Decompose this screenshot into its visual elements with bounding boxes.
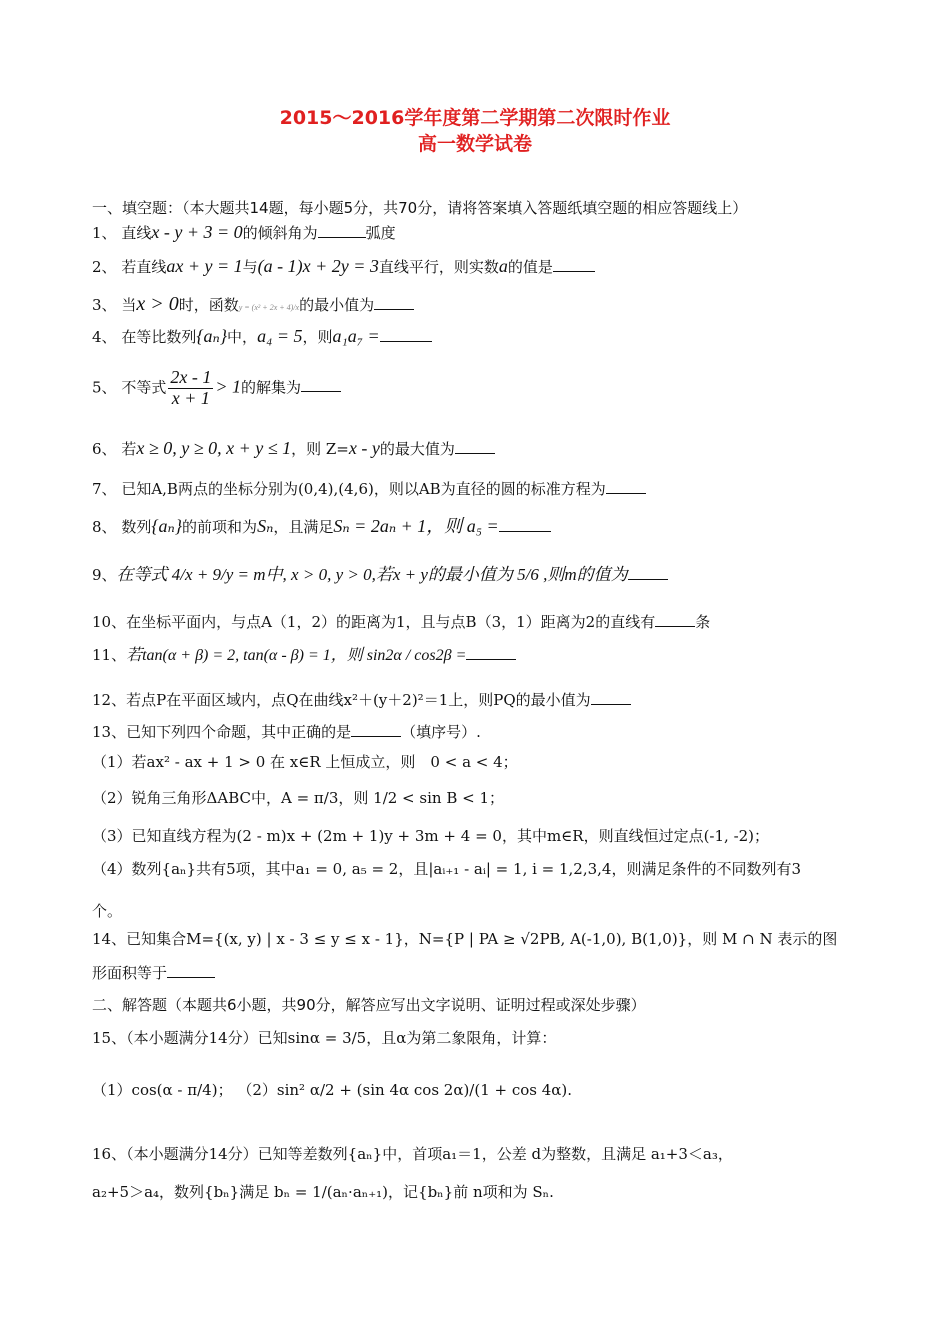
q13-item-2: （2）锐角三角形ΔABC中，A = π/3，则 1/2 < sin B < 1； xyxy=(92,789,504,807)
answer-blank xyxy=(606,493,646,494)
q9-text: 在等式 4/x + 9/y = m中, x > 0, y > 0,若x + y的最小值为 5/6 ,则m的值为 xyxy=(116,565,628,584)
q6-pre: 若 xyxy=(121,440,137,458)
q6-number: 6、 xyxy=(92,440,117,458)
answer-blank xyxy=(351,736,401,737)
question-16 xyxy=(92,1143,733,1164)
q6-tail: 的最大值为 xyxy=(379,440,455,458)
q3-mid: 时，函数 xyxy=(178,296,239,314)
q4-mid: 中， xyxy=(227,328,258,346)
q15-number: 15、 xyxy=(92,1029,127,1047)
answer-blank xyxy=(466,659,516,660)
question-13 xyxy=(92,721,481,742)
q16-text2: a₂+5＞a₄，数列{bₙ}满足 bₙ = 1/(aₙ·aₙ₊₁)，记{bₙ}前 n项和为 Sₙ. xyxy=(92,1183,554,1201)
q7-text: 已知A,B两点的坐标分别为(0,4),(4,6)，则以AB为直径的圆的标准方程为 xyxy=(121,480,606,498)
q13-item-1: （1）若ax² - ax + 1 > 0 在 x∈R 上恒成立，则 0 < a < 4； xyxy=(92,753,518,771)
exam-subtitle: 高一数学试卷 xyxy=(417,133,532,155)
q5-fraction xyxy=(168,368,213,409)
q12-number: 12、 xyxy=(92,691,127,709)
q2-expr2: (a - 1)x + 2y = 3 xyxy=(257,256,379,276)
q13-item-3: （3）已知直线方程为(2 - m)x + (2m + 1)y + 3m + 4 = 0，其中m∈R，则直线恒过定点(-1, -2)； xyxy=(92,827,770,845)
q13-tail: （填序号）. xyxy=(401,723,481,741)
q5-tail: 的解集为 xyxy=(240,378,301,397)
answer-blank xyxy=(167,977,215,978)
question-7 xyxy=(92,478,646,499)
question-15 xyxy=(92,1027,556,1048)
q8-post: ，且满足 xyxy=(273,518,334,536)
q5-pre: 不等式 xyxy=(121,378,167,397)
question-14-cont xyxy=(92,962,215,983)
q13-number: 13、 xyxy=(92,723,127,741)
answer-blank xyxy=(374,309,414,310)
q5-number: 5、 xyxy=(92,378,117,397)
q4-post: ，则 xyxy=(302,328,333,346)
question-8 xyxy=(92,512,551,538)
q12-text: 若点P在平面区域内，点Q在曲线x²＋(y＋2)²＝1上，则PQ的最小值为 xyxy=(126,691,591,709)
q15-part-2: （2）sin² α/2 + (sin 4α cos 2α)/(1 + cos 4α). xyxy=(237,1081,573,1099)
question-2 xyxy=(92,256,595,277)
question-14 xyxy=(92,928,837,949)
q14-text2: 形面积等于 xyxy=(92,964,168,982)
answer-blank xyxy=(499,531,551,532)
q7-number: 7、 xyxy=(92,480,117,498)
exam-title: 2015～2016学年度第二学期第二次限时作业 xyxy=(279,107,671,129)
q9-number: 9、 xyxy=(92,566,117,584)
q16-text: （本小题满分14分）已知等差数列{aₙ}中，首项a₁＝1，公差 d为整数，且满足 a₁+3＜a₃， xyxy=(126,1145,733,1163)
q2-expr1: ax + y = 1 xyxy=(166,256,243,276)
question-4 xyxy=(92,326,432,347)
q5-relation: > 1 xyxy=(215,376,241,397)
q1-expr: x - y + 3 = 0 xyxy=(151,222,243,242)
q8-seq: {aₙ} xyxy=(151,516,183,536)
question-1 xyxy=(92,222,396,243)
q10-number: 10、 xyxy=(92,613,127,631)
answer-blank xyxy=(455,453,495,454)
q1-tail: 弧度 xyxy=(365,224,396,242)
q5-numerator: 2x - 1 xyxy=(170,367,212,387)
answer-blank xyxy=(380,341,432,342)
q8-cond: Sₙ = 2aₙ + 1 xyxy=(333,516,427,536)
question-5 xyxy=(92,368,341,409)
q1-post: 的倾斜角为 xyxy=(242,224,318,242)
question-10 xyxy=(92,611,710,632)
q2-tail: 的值是 xyxy=(507,258,553,276)
q13-text: 已知下列四个命题，其中正确的是 xyxy=(126,723,352,741)
q15-part-1: （1）cos(α - π/4)； xyxy=(92,1081,233,1099)
q3-pre: 当 xyxy=(121,296,137,314)
q11-text: 若tan(α + β) = 2, tan(α - β) = 1，则 sin2α / cos2β = xyxy=(126,647,467,664)
answer-blank xyxy=(591,704,631,705)
q4-cond: a₄ = 5 xyxy=(257,326,303,346)
q16-number: 16、 xyxy=(92,1145,127,1163)
q10-text: 在坐标平面内，与点A（1，2）的距离为1，且与点B（3，1）距离为2的直线有 xyxy=(126,613,656,631)
q14-number: 14、 xyxy=(92,930,127,948)
q14-text: 已知集合M={(x, y) | x - 3 ≤ y ≤ x - 1}，N={P | PA ≥ √2PB, A(-1,0), B(1,0)}，则 M ∩ N 表示的图 xyxy=(126,930,838,948)
q8-mid: 的前项和为 xyxy=(182,518,258,536)
question-6 xyxy=(92,438,495,459)
q4-pre: 在等比数列 xyxy=(121,328,197,346)
q11-number: 11、 xyxy=(92,646,127,664)
question-11 xyxy=(92,642,516,665)
question-12 xyxy=(92,689,631,710)
q3-cond: x > 0 xyxy=(136,293,179,315)
answer-blank xyxy=(301,391,341,392)
q8-ask: ，则 a₅ = xyxy=(426,516,499,536)
q4-number: 4、 xyxy=(92,328,117,346)
answer-blank xyxy=(553,271,595,272)
answer-blank xyxy=(655,626,695,627)
q6-mid: ，则 Z= xyxy=(291,440,349,458)
q8-pre: 数列 xyxy=(121,518,152,536)
q2-post: 直线平行，则实数 xyxy=(378,258,499,276)
question-9 xyxy=(92,560,668,585)
q1-pre: 直线 xyxy=(121,224,152,242)
section-fill-in: 一、填空题：（本大题共14题，每小题5分，共70分，请将答案填入答题纸填空题的相应答题线上） xyxy=(92,199,748,217)
q3-number: 3、 xyxy=(92,296,117,314)
q10-tail: 条 xyxy=(695,613,711,631)
q2-number: 2、 xyxy=(92,258,117,276)
q6-expr: x - y xyxy=(348,438,380,458)
section-answers: 二、解答题（本题共6小题，共90分，解答应写出文字说明、证明过程或深处步骤） xyxy=(92,996,646,1014)
q2-pre: 若直线 xyxy=(121,258,167,276)
answer-blank xyxy=(628,579,668,580)
q3-func: y = (x² + 2x + 4)/x xyxy=(238,303,300,312)
q5-denominator: x + 1 xyxy=(171,387,210,408)
question-3 xyxy=(92,293,414,316)
q13-item-4: （4）数列{aₙ}共有5项，其中a₁ = 0, a₅ = 2，且|aᵢ₊₁ - aᵢ| = 1, i = 1,2,3,4，则满足条件的不同数列有3 xyxy=(92,860,802,878)
q1-number: 1、 xyxy=(92,224,117,242)
q4-seq: {aₙ} xyxy=(196,326,228,346)
q15-text: （本小题满分14分）已知sinα = 3/5，且α为第二象限角，计算： xyxy=(126,1029,557,1047)
q4-ask: a₁a₇ = xyxy=(332,326,380,346)
q8-number: 8、 xyxy=(92,518,117,536)
q2-mid: 与 xyxy=(242,258,258,276)
question-16-cont xyxy=(92,1181,554,1202)
q3-tail: 的最小值为 xyxy=(299,296,375,314)
question-15-parts xyxy=(92,1079,572,1100)
answer-blank xyxy=(318,237,366,238)
q13-item-4-cont: 个。 xyxy=(92,902,123,920)
q2-var: a xyxy=(498,256,508,276)
q6-cond: x ≥ 0, y ≥ 0, x + y ≤ 1 xyxy=(136,438,292,458)
q8-sn: Sₙ xyxy=(257,516,274,536)
